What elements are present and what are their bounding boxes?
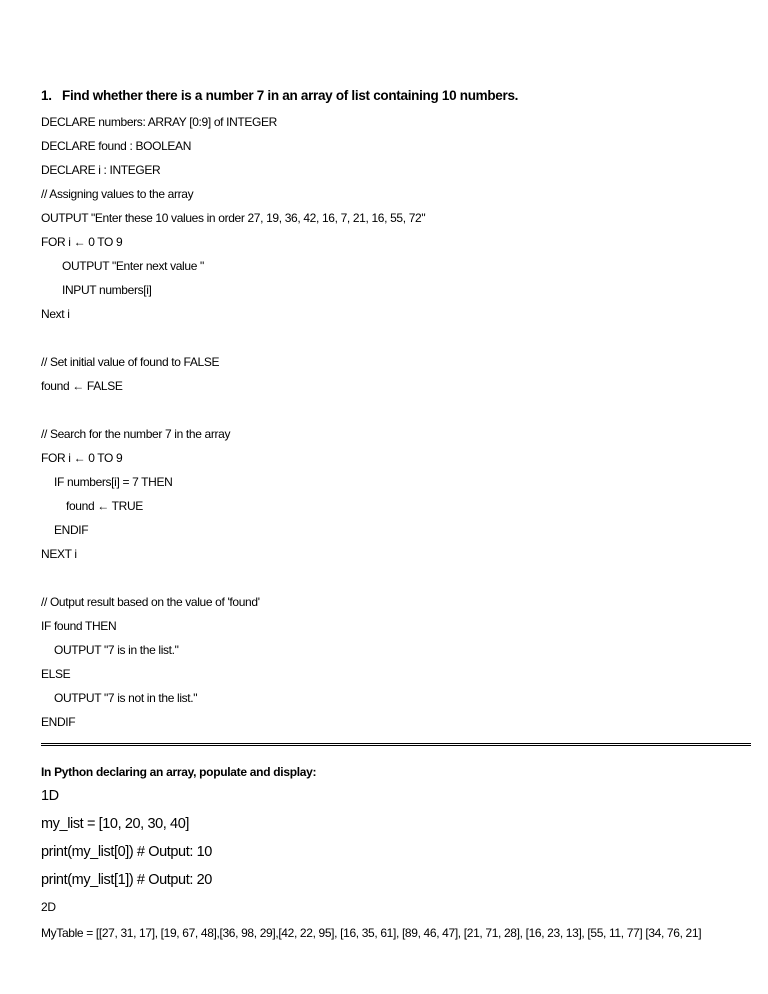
code-line: NEXT i [41,547,77,561]
code-comment: // Assigning values to the array [41,187,194,201]
question-heading: 1. Find whether there is a number 7 in an array of list containing 10 numbers. [41,88,519,103]
code-line: ELSE [41,667,71,681]
code-line: IF found THEN [41,619,117,633]
code-line: ENDIF [54,523,89,537]
code-line: OUTPUT "Enter next value " [62,259,204,273]
code-line: DECLARE i : INTEGER [41,163,161,177]
code-line: found ← TRUE [66,499,143,513]
code-line: INPUT numbers[i] [62,283,152,297]
code-line: OUTPUT "7 is not in the list." [54,691,198,705]
code-comment: // Search for the number 7 in the array [41,427,231,441]
code-line: DECLARE found : BOOLEAN [41,139,192,153]
code-comment: // Set initial value of found to FALSE [41,355,220,369]
python-heading: In Python declaring an array, populate and display: [41,765,317,779]
python-line: print(my_list[0]) # Output: 10 [41,844,212,860]
python-line: print(my_list[1]) # Output: 20 [41,872,212,888]
code-line: IF numbers[i] = 7 THEN [54,475,173,489]
code-line: OUTPUT "7 is in the list." [54,643,179,657]
code-line: FOR i ← 0 TO 9 [41,451,123,465]
label-2d: 2D [41,900,56,914]
code-line: Next i [41,307,70,321]
python-line: my_list = [10, 20, 30, 40] [41,816,189,832]
double-rule-divider [41,743,751,746]
code-line: OUTPUT "Enter these 10 values in order 27, 19, 36, 42, 16, 7, 21, 16, 55, 72" [41,211,426,225]
code-line: FOR i ← 0 TO 9 [41,235,123,249]
code-line: DECLARE numbers: ARRAY [0:9] of INTEGER [41,115,277,129]
python-2d-line: MyTable = [[27, 31, 17], [19, 67, 48],[36, 98, 29],[42, 22, 95], [16, 35, 61], [89, 46, 47], [21, 71, 28], [16, 23, 13], [55, 11, 77] [34, 76, 21] [41,926,702,940]
code-line: found ← FALSE [41,379,123,393]
label-1d: 1D [41,788,59,804]
code-line: ENDIF [41,715,76,729]
code-comment: // Output result based on the value of 'found' [41,595,260,609]
